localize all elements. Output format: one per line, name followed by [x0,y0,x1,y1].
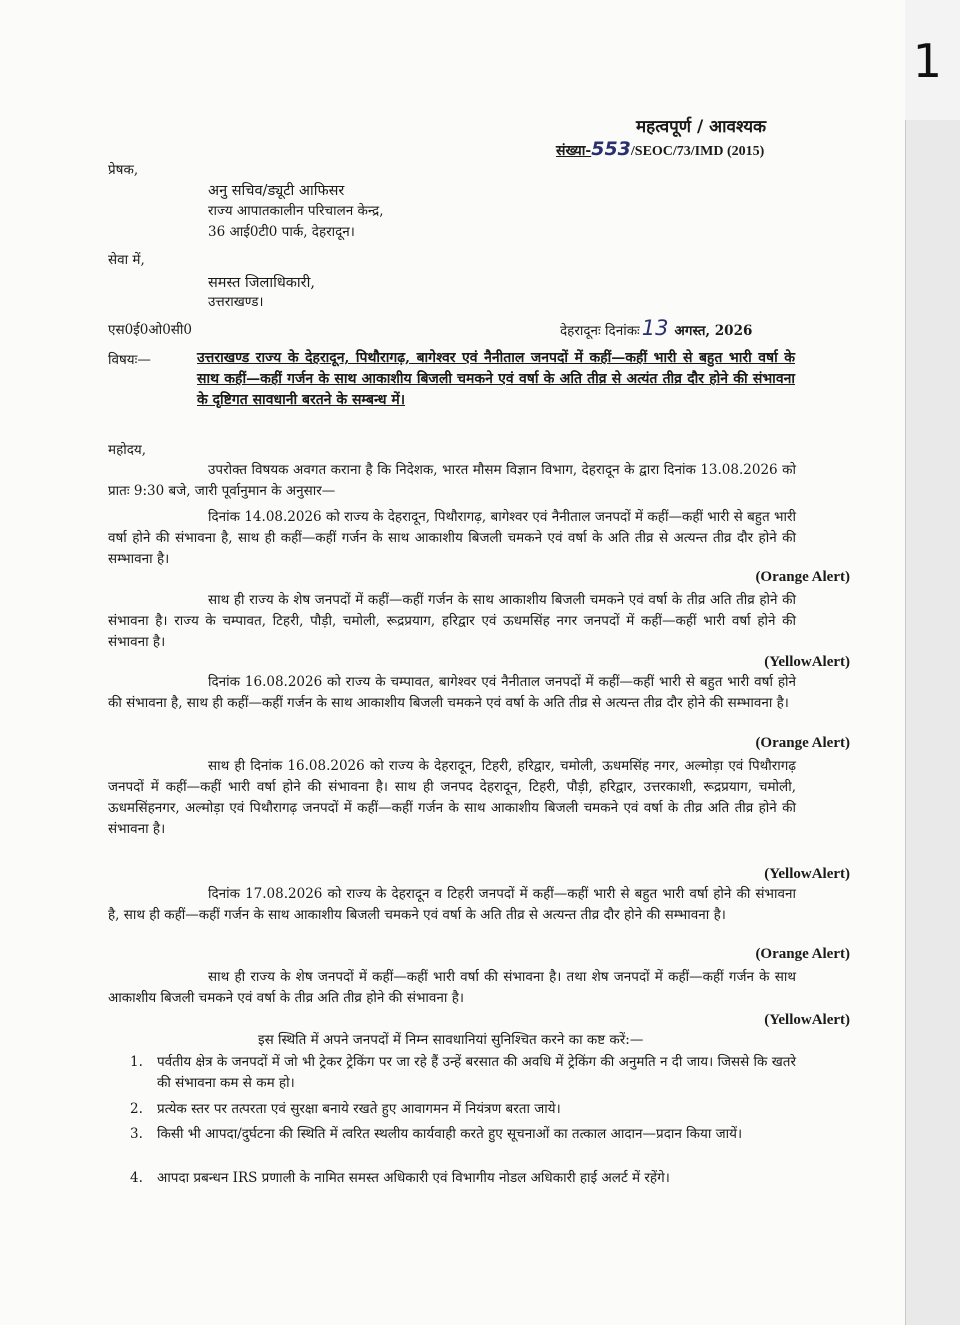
recipient-label: सेवा में, [108,252,145,268]
list-item-text: प्रत्येक स्तर पर तत्परता एवं सुरक्षा बनाये रखते हुए आवागमन में नियंत्रण बरता जाये। [157,1101,561,1117]
sender-line-1: अनु सचिव/ड्यूटी आफिसर [208,183,345,199]
list-item-number: 2. [130,1101,143,1117]
priority-label: महत्वपूर्ण / आवश्यक [636,117,767,137]
page-number: 1 [912,34,942,88]
date-handwritten-day: 13 [641,316,669,340]
reference-handwritten-number: 553 [591,138,631,160]
alert-yellow-1: (YellowAlert) [764,654,850,670]
body-paragraph-6: दिनांक 17.08.2026 को राज्य के देहरादून व टिहरी जनपदों में कहीं—कहीं भारी से बहुत भारी वर्षा होने की संभावना है, साथ ही कहीं—कहीं गर्जन के साथ आकाशीय बिजली चमकने एवं वर्षा के अति तीव्र से अत्यन्त तीव्र दौर होने की सम्भावना है। [108,886,796,923]
body-paragraph-5: साथ ही दिनांक 16.08.2026 को राज्य के देहरादून, टिहरी, हरिद्वार, चमोली, ऊधमसिंह नगर, अल्मोड़ा एवं पिथौरागढ़ जनपदों में कहीं—कहीं भारी वर्षा होने की संभावना है। साथ ही जनपद देहरादून, टिहरी, पौड़ी, हरिद्वार, उत्तरकाशी, रूद्रप्रयाग, चमोली, ऊधमसिंहनगर, अल्मोड़ा एवं पिथौरागढ़ जनपदों में कहीं—कहीं गर्जन के साथ आकाशीय बिजली चमकने एवं वर्षा के तीव्र अति तीव्र होने की संभावना है। [108,758,796,837]
precaution-list [130,1052,796,1192]
body-paragraph-1: उपरोक्त विषयक अवगत कराना है कि निदेशक, भारत मौसम विज्ञान विभाग, देहरादून के द्वारा दिनांक 13.08.2026 को प्रातः 9:30 बजे, जारी पूर्वानुमान के अनुसार— [108,462,796,499]
page-tab [905,0,960,120]
salutation: महोदय, [108,442,147,458]
body-paragraph-7: साथ ही राज्य के शेष जनपदों में कहीं—कहीं भारी वर्षा की संभावना है। तथा शेष जनपदों में कहीं—कहीं गर्जन के साथ आकाशीय बिजली चमकने एवं वर्षा के तीव्र अति तीव्र होने की संभावना है। [108,969,796,1006]
list-item-number: 3. [130,1126,143,1142]
date-prefix: देहरादूनः दिनांकः [560,323,640,339]
reference-suffix: /SEOC/73/IMD (2015) [630,144,765,159]
sender-line-3: 36 आई0टी0 पार्क, देहरादून। [208,224,355,240]
alert-orange-3: (Orange Alert) [755,946,850,962]
recipient-line-2: उत्तराखण्ड। [208,294,264,310]
list-item-text: आपदा प्रबन्धन IRS प्रणाली के नामित समस्त अधिकारी एवं विभागीय नोडल अधिकारी हाई अलर्ट में रहेंगे। [157,1170,670,1186]
list-item-number: 4. [130,1170,143,1186]
subject-text: उत्तराखण्ड राज्य के देहरादून, पिथौरागढ़, बागेश्वर एवं नैनीताल जनपदों में कहीं—कहीं भारी से बहुत भारी वर्षा के साथ कहीं—कहीं गर्जन के साथ आकाशीय बिजली चमकने एवं वर्षा के अति तीव्र से अत्यंत तीव्र दौर होने की संभावना के दृष्टिगत सावधानी बरतने के सम्बन्ध में। [197,350,795,408]
alert-yellow-3: (YellowAlert) [764,1012,850,1028]
subject-label: विषयः— [108,352,151,368]
recipient-line-1: समस्त जिलाधिकारी, [208,275,315,291]
list-item [130,1052,796,1096]
date-line [560,316,752,340]
body-paragraph-2: दिनांक 14.08.2026 को राज्य के देहरादून, पिथौरागढ़, बागेश्वर एवं नैनीताल जनपदों में कहीं—कहीं भारी से बहुत भारी वर्षा होने की संभावना है, साथ ही कहीं—कहीं गर्जन के साथ आकाशीय बिजली चमकने एवं वर्षा के अति तीव्र से अत्यन्त तीव्र दौर होने की सम्भावना है। [108,509,796,567]
reference-number [556,138,764,160]
list-item [130,1168,796,1190]
office-code: एस0ई0ओ0सी0 [108,322,193,338]
list-item-number: 1. [130,1054,143,1070]
alert-orange-1: (Orange Alert) [755,569,850,585]
date-suffix: अगस्त, 2026 [674,323,753,339]
precaution-instruction: इस स्थिति में अपने जनपदों में निम्न सावधानियां सुनिश्चित करने का कष्ट करें:— [258,1032,644,1048]
sender-label: प्रेषक, [108,162,139,178]
list-item-text: किसी भी आपदा/दुर्घटना की स्थिति में त्वरित स्थलीय कार्यवाही करते हुए सूचनाओं का तत्काल आदान—प्रदान किया जायें। [157,1126,743,1142]
alert-yellow-2: (YellowAlert) [764,866,850,882]
list-item [130,1099,796,1121]
body-paragraph-4: दिनांक 16.08.2026 को राज्य के चम्पावत, बागेश्वर एवं नैनीताल जनपदों में कहीं—कहीं भारी से बहुत भारी वर्षा होने की संभावना है, साथ ही कहीं—कहीं गर्जन के साथ आकाशीय बिजली चमकने एवं वर्षा के अति तीव्र से अत्यन्त तीव्र दौर होने की सम्भावना है। [108,674,796,711]
reference-label: संख्या- [556,143,592,159]
alert-orange-2: (Orange Alert) [755,735,850,751]
list-item [130,1124,796,1168]
sender-line-2: राज्य आपातकालीन परिचालन केन्द्र, [208,203,384,219]
body-paragraph-3: साथ ही राज्य के शेष जनपदों में कहीं—कहीं गर्जन के साथ आकाशीय बिजली चमकने एवं वर्षा के तीव्र अति तीव्र होने की संभावना है। राज्य के चम्पावत, टिहरी, पौड़ी, चमोली, रूद्रप्रयाग, हरिद्वार एवं ऊधमसिंह नगर जनपदों में कहीं—कहीं भारी वर्षा होने की संभावना है। [108,592,796,650]
list-item-text: पर्वतीय क्षेत्र के जनपदों में जो भी ट्रेकर ट्रेकिंग पर जा रहे हैं उन्हें बरसात की अवधि में ट्रेकिंग की अनुमति न दी जाय। जिससे कि खतरे की संभावना कम से कम हो। [157,1054,796,1091]
